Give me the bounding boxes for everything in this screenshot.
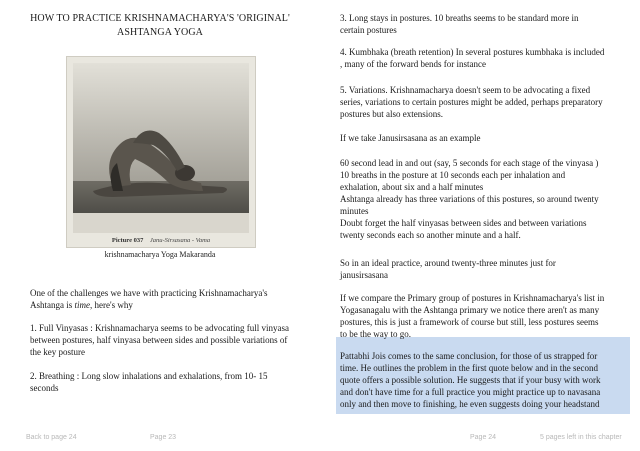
chapter-title-line-1: HOW TO PRACTICE KRISHNAMACHARYA'S 'ORIGINAL' bbox=[30, 13, 290, 24]
point-3-long-stays: 3. Long stays in postures. 10 breaths seems to be standard more in certain postures bbox=[340, 13, 579, 35]
primary-comparison: If we compare the Primary group of postures in Krishnamacharya's list in Yogasanagalu with the Ashtanga primary we notice there aren't as many postures, this is just a framework of course but still, less postures seems to be the way to go. bbox=[340, 293, 605, 339]
chapter-title-line-2: ASHTANGA YOGA bbox=[117, 27, 203, 38]
point-5-variations: 5. Variations. Krishnamacharya doesn't seem to be advocating a fixed series, variations to certain postures might be added, perhaps preparatory postures but also extensions. bbox=[340, 85, 603, 119]
posture-photo-frame bbox=[66, 56, 256, 248]
intro-line-1: One of the challenges we have with practicing Krishnamacharya's bbox=[30, 288, 268, 298]
point-1-full-vinyasas: 1. Full Vinyasas : Krishnamacharya seems to be advocating full vinyasa between postures, half vinyasa between sides and possible variations of the key posture bbox=[30, 323, 289, 357]
photo-caption-text: Janu-Sirsasana - Vama bbox=[149, 237, 211, 244]
intro-line-2: Ashtanga is time, here's why bbox=[30, 300, 133, 310]
photo-credit: krishnamacharya Yoga Makaranda bbox=[104, 250, 216, 259]
pages-left-in-chapter: 5 pages left in this chapter bbox=[540, 434, 622, 441]
right-page bbox=[320, 0, 640, 451]
time-emphasis: time bbox=[74, 300, 90, 310]
intro-paragraph bbox=[30, 287, 298, 311]
janusirsasana-example: 60 second lead in and out (say, 5 seconds for each stage of the vinyasa ) 10 breaths in the posture at 10 seconds each per inhalation and exhalation, about six and a half minutes Ashtanga already has three variations of this postures, so around twenty minutes Doubt forget the half vinyasas between sides and between variations twenty seconds each so another minute and a half. bbox=[340, 158, 599, 240]
point-4-kumbhaka: 4. Kumbhaka (breath retention) In several postures kumbhaka is included , many of the forward bends for instance bbox=[340, 47, 605, 69]
highlighted-passage[interactable]: Pattabhi Jois comes to the same conclusion, for those of us strapped for time. He outlines the problem in the first quote below and in the second quote offers a possible solution. He suggests that if your busy with work and don't have time for a full practice you might practice up to navasana only and then move to finishing, he even suggests doing your headstand bbox=[340, 351, 601, 409]
photo-caption-number: Picture 037 bbox=[111, 237, 144, 244]
point-2-breathing: 2. Breathing : Long slow inhalations and exhalations, from 10- 15 seconds bbox=[30, 371, 268, 393]
chapter-title bbox=[30, 12, 290, 40]
example-intro: If we take Janusirsasana as an example bbox=[340, 133, 481, 143]
right-page-number: Page 24 bbox=[470, 434, 497, 441]
ideal-practice: So in an ideal practice, around twenty-three minutes just for janusirsasana bbox=[340, 258, 556, 280]
posture-photo bbox=[73, 63, 249, 233]
photo-caption bbox=[67, 237, 255, 244]
back-to-page-link[interactable]: Back to page 24 bbox=[26, 434, 77, 441]
left-page-number: Page 23 bbox=[150, 434, 177, 441]
